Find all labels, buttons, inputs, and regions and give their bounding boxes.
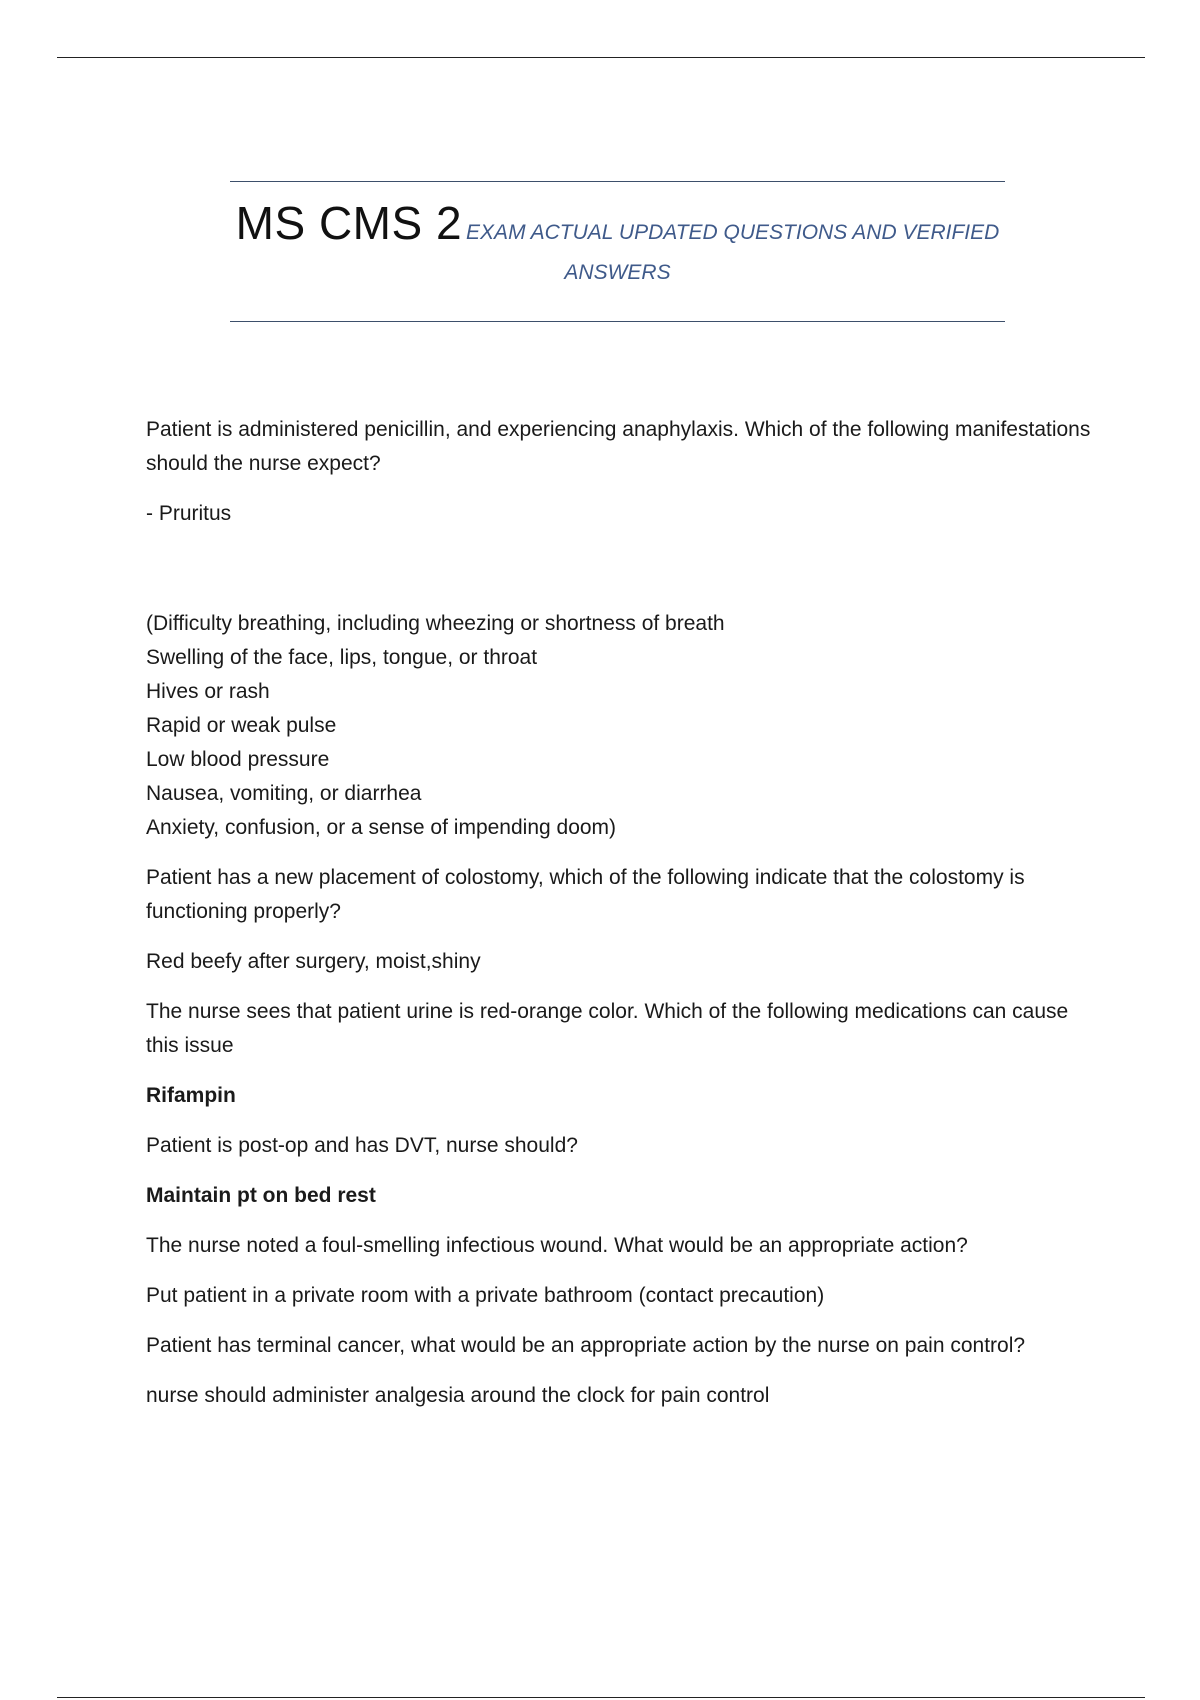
question-2: Patient has a new placement of colostomy, which of the following indicate that the colostomy is functioning properly? — [146, 866, 1025, 923]
answer-1-detail: Rapid or weak pulse — [146, 714, 337, 737]
document-title — [230, 197, 1005, 284]
answer-1-details — [146, 607, 1096, 845]
answer-4: Maintain pt on bed rest — [146, 1184, 376, 1207]
page-bottom-rule — [57, 1697, 1145, 1698]
answer-1-detail: (Difficulty breathing, including wheezing or shortness of breath — [146, 612, 725, 635]
answer-1: - Pruritus — [146, 502, 232, 525]
title-subtitle-line2: ANSWERS — [564, 261, 671, 284]
title-upper-rule — [230, 181, 1005, 182]
answer-1-detail: Swelling of the face, lips, tongue, or throat — [146, 646, 538, 669]
title-subtitle-line1: EXAM ACTUAL UPDATED QUESTIONS AND VERIFIED — [466, 221, 1000, 244]
answer-1-detail: Nausea, vomiting, or diarrhea — [146, 782, 422, 805]
question-1: Patient is administered penicillin, and experiencing anaphylaxis. Which of the following manifestations should the nurse expect? — [146, 418, 1091, 475]
question-5: The nurse noted a foul-smelling infectious wound. What would be an appropriate action? — [146, 1234, 968, 1257]
question-6: Patient has terminal cancer, what would be an appropriate action by the nurse on pain control? — [146, 1334, 1026, 1357]
page-top-rule — [57, 57, 1145, 58]
answer-6: nurse should administer analgesia around the clock for pain control — [146, 1384, 770, 1407]
question-4: Patient is post-op and has DVT, nurse should? — [146, 1134, 578, 1157]
answer-2: Red beefy after surgery, moist,shiny — [146, 950, 481, 973]
answer-1-detail: Low blood pressure — [146, 748, 330, 771]
answer-5: Put patient in a private room with a private bathroom (contact precaution) — [146, 1284, 825, 1307]
answer-1-detail: Anxiety, confusion, or a sense of impending doom) — [146, 816, 617, 839]
title-lower-rule — [230, 321, 1005, 322]
spacer — [146, 547, 1096, 607]
answer-3: Rifampin — [146, 1084, 236, 1107]
title-main: MS CMS 2 — [235, 197, 463, 249]
answer-1-detail: Hives or rash — [146, 680, 270, 703]
document-body — [146, 413, 1096, 1429]
question-3: The nurse sees that patient urine is red-orange color. Which of the following medications can cause this issue — [146, 1000, 1069, 1057]
